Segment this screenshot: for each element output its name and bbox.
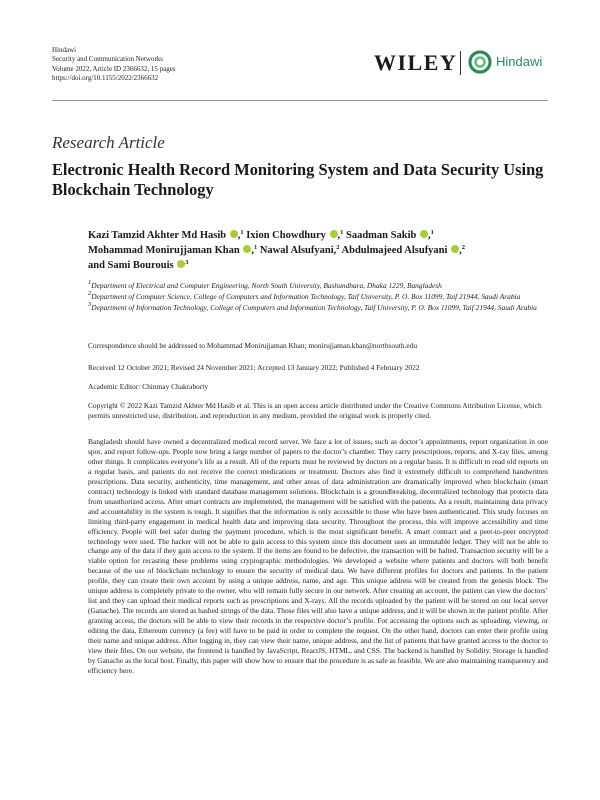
author (246, 230, 343, 241)
article-title: Electronic Health Record Monitoring System and Data Security Using Blockchain Technology (52, 160, 544, 199)
author (260, 245, 340, 256)
author-affiliation-number: 1 (340, 229, 344, 236)
author-name: Mohammad Monirujjaman Khan (88, 245, 240, 256)
author (346, 230, 434, 241)
affiliation-text: Department of Computer Science, College of Computers and Information Technology, Taif University, P. O. Box 11099, Taif 21944, Saudi Arabia (91, 292, 521, 302)
author-separator: , (427, 230, 431, 241)
author-affiliation-number: 1 (430, 229, 434, 236)
author-name: Nawal Alsufyani, (259, 245, 337, 256)
author-affiliation-number: 2 (461, 244, 465, 251)
logo-divider (460, 51, 461, 75)
article-type: Research Article (52, 133, 165, 152)
affiliation-number: 3 (88, 301, 92, 309)
author-name: Kazi Tamzid Akhter Md Hasib (88, 230, 227, 241)
author-name: Saadman Sakib (346, 230, 417, 241)
author (342, 245, 465, 256)
volume-info: Volume 2022, Article ID 2366632, 15 pages (52, 64, 176, 73)
orcid-icon[interactable] (420, 230, 428, 238)
correspondence: Correspondence should be addressed to Mohammad Monirujjaman Khan; monirujjaman.khan@northsouth.edu (88, 341, 418, 350)
affiliation (88, 292, 548, 302)
author (88, 230, 244, 241)
author-affiliation-number: 3 (185, 259, 189, 266)
journal-header (52, 46, 176, 84)
affiliation-list (88, 281, 548, 315)
author-separator: , (251, 245, 254, 256)
affiliation-text: Department of Information Technology, College of Computers and Information Technology, Taif University, P. O. Box 11099, Taif 21944, Saudi Arabia (91, 303, 537, 313)
author (88, 245, 257, 256)
orcid-icon[interactable] (230, 230, 238, 238)
copyright-notice: Copyright © 2022 Kazi Tamzid Akhter Md Hasib et al. This is an open access article distributed under the Creative Commons Attribution License, which permits unrestricted use, distribution, and reproduction in any medium, provided the original work is properly cited. (88, 401, 542, 420)
author-affiliation-number: 1 (240, 229, 244, 236)
author-separator: , (337, 230, 341, 241)
academic-editor: Academic Editor: Chinmay Chakraborty (88, 382, 209, 391)
author-name: Ixion Chowdhury (246, 230, 326, 241)
wiley-logo: WILEY (374, 50, 458, 75)
hindawi-logo-text: Hindawi (496, 54, 543, 69)
hindawi-logo-icon (468, 50, 492, 74)
author-name: and Sami Bourouis (88, 260, 174, 271)
author-separator: , (237, 230, 241, 241)
doi-link[interactable]: https://doi.org/10.1155/2022/2366632 (52, 74, 159, 83)
journal-name: Security and Communication Networks (52, 55, 164, 64)
author-name: Abdulmajeed Alsufyani (341, 245, 448, 256)
affiliation (88, 281, 548, 291)
orcid-icon[interactable] (451, 245, 459, 253)
affiliation (88, 303, 548, 313)
publication-dates: Received 12 October 2021; Revised 24 November 2021; Accepted 13 January 2022; Published 4 February 2022 (88, 363, 420, 372)
author-affiliation-number: 2 (336, 244, 340, 251)
author-list (88, 228, 538, 273)
affiliation-text: Department of Electrical and Computer Engineering, North South University, Bashundhara, Dhaka 1229, Bangladesh (91, 281, 442, 290)
publisher-name: Hindawi (52, 46, 77, 54)
affiliation-number: 1 (88, 279, 92, 286)
orcid-icon[interactable] (330, 230, 338, 238)
author-affiliation-number: 1 (253, 244, 258, 251)
author-separator: , (459, 245, 462, 256)
abstract: Bangladesh should have owned a decentralized medical record server. We face a lot of issues, such as doctor’s appointments, report organization in one spot, and report follow-ups. People now bring a large number of papers to the doctor’s chamber. They carry prescriptions, reports, and X-ray files, among other things. It complicates everyone’s life as a result. All of the reports must be reviewed by doctors on a regular basis. It is difficult to read old reports on a regular basis, and patients do not receive the correct medications or treatment. Doctors also find it extremely difficult to comprehend handwritten prescriptions. Data security, authenticity, time management, and other areas of data administration are dramatically improved when blockchain (smart contract) technology is linked with standard database management solutions. Blockchain is a groundbreaking, decentralized technology that protects data from unauthorized access. After smart contracts are implemented, the management will be satisfied with the patients. As a result, maintaining data privacy and accountability in the system is tough. It signifies that the information is only accessible to those who have been authenticated. This study focuses on limiting third-party engagement in medical health data and improving data security. Throughout the process, this will improve accessibility and time efficiency. People will feel safer during the payment procedure, which is the most significant benefit. A smart contract and a peer-to-peer encrypted technology were used. The hacker will not be able to gain access to this system since this document uses an immutable ledger. They will not be able to change any of the data if they gain access to the system. If the items are found to be defective, the transaction will be halted. Transaction security will be a viable option for recasting these problems using cryptographic methodologies. We developed a website where patients and doctors will both benefit because of the use of blockchain technology to ensure the security of medical data. We have different profiles for doctors and patients. In the patient profile, they can create their own account by using a unique address, name, and age. This unique address will be created from the genesis block. The unique address is completely private to the owner, who will remain fully secure in our network. After creating an account, the patient can view the doctors’ list and they can upload their medical reports such as prescriptions and X-rays. All the records uploaded by the patient will be stored on our local server (Ganache). The records are stored as hashed strings of the data. Those files will also have a unique address, and it will be shown in the patient profile. After granting access, the doctors will be able to view their records in the respective doctor’s profile. For accessing the options such as uploading, viewing, or editing the data, Ethereum currency (a fee) will have to be paid in order to complete the request. On the other hand, doctors can enter their profile using their name and unique address. After logging in, they can view their name, unique address, and the list of patients that have granted access to the doctor to view their files. On our website, the frontend is handled by JavaScript, ReactJS, HTML, and CSS. The backend is handled by Solidity. Storage is handled by Ganache as the local host. Finally, this paper will show how to ensure that the procedure is as safe as feasible. We are also maintaining transparency and efficiency here. (88, 437, 548, 675)
author (88, 260, 188, 271)
hindawi-logo-inner-ring (476, 58, 485, 67)
hindawi-logo-outer-ring (470, 52, 490, 72)
affiliation-number: 2 (88, 290, 92, 298)
header-divider (52, 100, 548, 101)
